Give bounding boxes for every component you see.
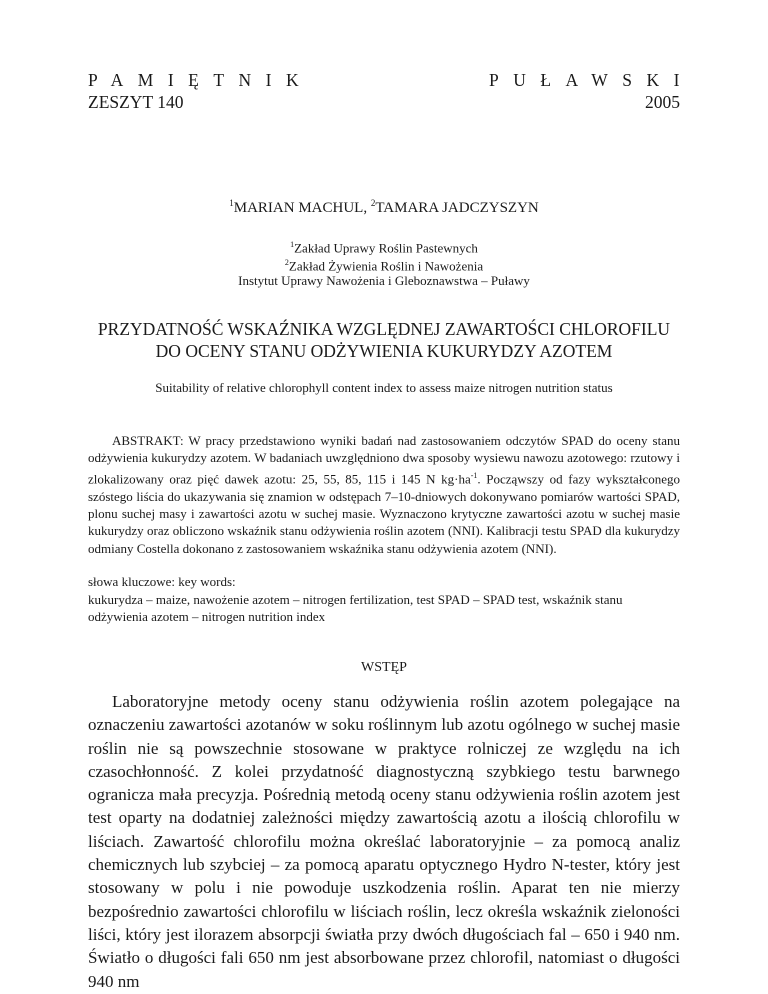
abstract	[88, 432, 680, 557]
journal-name-left: PAMIĘTNIK	[88, 70, 314, 90]
section-title: WSTĘP	[361, 660, 407, 675]
keywords-text: kukurydza – maize, nawożenie azotem – nitrogen fertilization, test SPAD – SPAD test, wskaźnik stanu odżywienia azotem – nitrogen nutrition index	[88, 592, 623, 625]
title-line-1: PRZYDATNOŚĆ WSKAŹNIKA WZGLĘDNEJ ZAWARTOŚCI CHLOROFILU	[97, 319, 671, 339]
author-1: MARIAN MACHUL,	[233, 200, 371, 216]
paper-title	[88, 318, 680, 362]
abstract-superscript: -1	[470, 470, 478, 480]
author-2-sup: 2	[370, 198, 376, 208]
author-1-sup: 1	[229, 198, 234, 208]
institute: Instytut Uprawy Nawożenia i Gleboznawstwa – Puławy	[238, 273, 530, 288]
title-line-2: DO OCENY STANU ODŻYWIENIA KUKURYDZY AZOTEM	[155, 341, 613, 361]
affiliation-2-text: Zakład Żywienia Roślin i Nawożenia	[288, 258, 484, 274]
affiliation-2-sup: 2	[284, 258, 289, 267]
affiliation-1-text: Zakład Uprawy Roślin Pastewnych	[294, 240, 478, 256]
journal-header	[88, 70, 694, 91]
affiliation-1-sup: 1	[290, 240, 295, 249]
body-paragraph: Laboratoryjne metody oceny stanu odżywienia roślin azotem polegające na oznaczeniu zawartości azotanów w soku roślinnym lub azotu ogólnego w suchej masie roślin nie są powszechnie stosowane w praktyce rolniczej ze względu na ich czasochłonność. Z kolei przydatność diagnostyczną szybkiego testu barwnego ogranicza mała precyzja. Pośrednią metodą oceny stanu odżywienia roślin azotem jest test oparty na dodatniej zależności między zawartością azotu a ilością chlorofilu w liściach. Zawartość chlorofilu można określać laboratoryjnie – za pomocą analiz chemicznych lub szybciej – za pomocą aparatu optycznego Hydro N-tester, który jest stosowany w polu i nie powoduje uszkodzenia roślin. Aparat ten nie mierzy bezpośrednio zawartości chlorofilu w liściach roślin, lecz określa wskaźnik zieloności liści, który jest ilorazem absorpcji światła przy dwóch długościach fal – 650 i 940 nm. Światło o długości fali 650 nm jest absorbowane przez chlorofil, natomiast o długości 940 nm	[88, 692, 680, 991]
abstract-text-1: ABSTRAKT: W pracy przedstawiono wyniki badań nad zastosowaniem odczytów SPAD do oceny stanu odżywienia kukurydzy azotem. W badaniach uwzględniono dwa sposoby wysiewu nawozu azotowego: rzutowy i zlokalizowany oraz pięć dawek azotu: 25, 55, 85, 115 i 145 N kg·ha	[88, 433, 680, 487]
authors-line	[88, 198, 680, 217]
english-title: Suitability of relative chlorophyll content index to assess maize nitrogen nutrition status	[155, 380, 613, 395]
issue-number: ZESZYT 140	[88, 92, 184, 112]
abstract-text-2: . Począwszy od fazy wykształconego szóstego liścia do ukazywania się znamion w odstępach 7–10-dniowych dokonywano pomiarów wartości SPAD, plonu suchej masy i zawartości azotu w suchej masie. Wyznaczono krytyczne zawartości azotu w suchej masie kukurydzy oraz obliczono wskaźnik stanu odżywienia roślin azotem (NNI). Kalibracji testu SPAD dla kukurydzy odmiany Costella dokonano z zastosowaniem wskaźnika stanu odżywienia azotem (NNI).	[88, 471, 680, 556]
keywords-heading: słowa kluczowe: key words:	[88, 574, 236, 589]
publication-year: 2005	[645, 92, 680, 112]
author-2: TAMARA JADCZYSZYN	[375, 200, 539, 216]
issue-row	[88, 92, 680, 113]
journal-name-right: PUŁAWSKI	[488, 70, 694, 90]
